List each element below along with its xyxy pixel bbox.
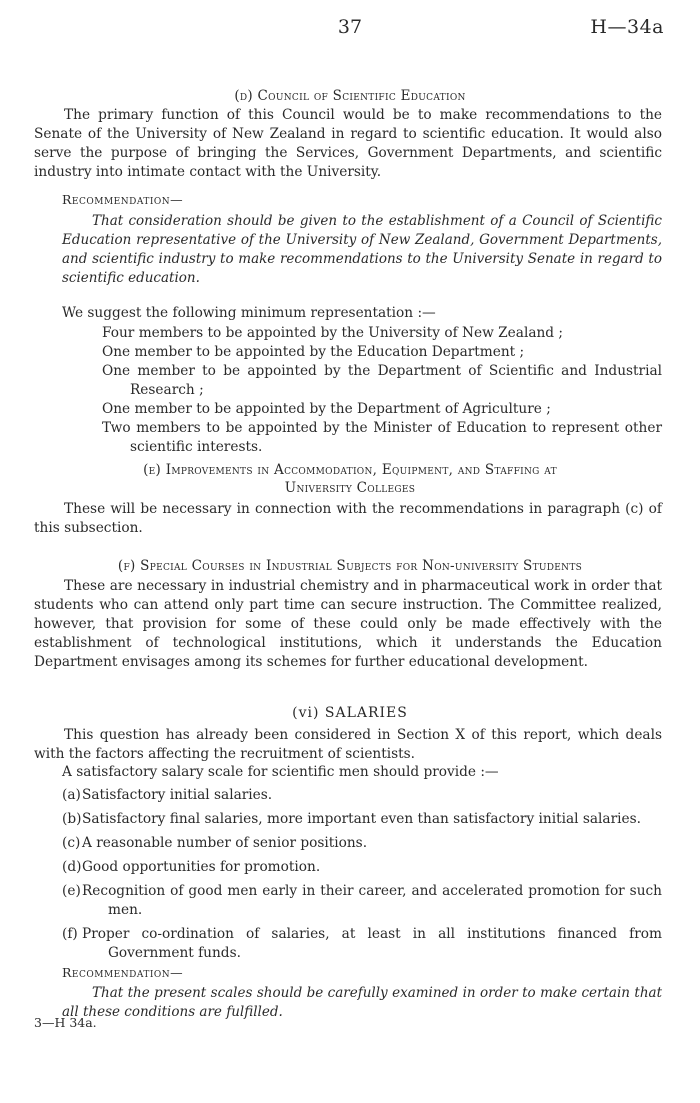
list-item [62,786,662,805]
item-marker: (c) [62,835,81,851]
item-marker: (d) [62,859,82,875]
list-item: Four members to be appointed by the University of New Zealand ; [102,325,564,341]
section-f-body: These are necessary in industrial chemistry and in pharmaceutical work in order that students who can attend only part time can secure instruction. The Committee realized, however, that provision for some of these could only be made effectively with the establishment of technological institutions, which it understands the Education Department envisages among its schemes for further educational development. [34,578,662,670]
item-text: Proper co-ordination of salaries, at least in all institutions financed from Government funds. [82,926,662,961]
salary-conditions-list [62,786,662,968]
list-item [62,834,662,853]
item-text: Good opportunities for promotion. [82,859,321,875]
list-item [62,882,662,920]
section-f-heading: (f) Special Courses in Industrial Subjects for Non-university Students [117,558,583,574]
list-item [62,925,662,963]
representation-intro: We suggest the following minimum representation :— [62,305,436,321]
salaries-recommendation-label: Recommendation— [62,965,184,980]
section-e-body: These will be necessary in connection with the recommendations in paragraph (c) of this subsection. [34,501,662,536]
section-d-body: The primary function of this Council would be to make recommendations to the Senate of the University of New Zealand in regard to scientific education. It would also serve the purpose of bringing the Services, Government Departments, and scientific industry into intimate contact with the University. [34,107,662,180]
item-marker: (a) [62,787,81,803]
list-item: One member to be appointed by the Department of Agriculture ; [102,401,551,417]
list-item: One member to be appointed by the Education Department ; [102,344,525,360]
item-marker: (e) [62,883,81,899]
document-reference: H—34a [590,16,664,38]
section-e-heading-line1: (e) Improvements in Accommodation, Equipment, and Staffing at [143,462,557,478]
footer-reference: 3—H 34a. [34,1015,97,1030]
salaries-heading: (vi) SALARIES [292,705,408,721]
item-marker: (f) [62,926,78,942]
list-item: One member to be appointed by the Department of Scientific and Industrial Research ; [102,363,662,398]
list-item: Two members to be appointed by the Minister of Education to represent other scientific interests. [102,420,662,455]
item-text: Recognition of good men early in their career, and accelerated promotion for such men. [82,883,662,918]
item-marker: (b) [62,811,82,827]
list-item [62,810,662,829]
item-text: Satisfactory final salaries, more important even than satisfactory initial salaries. [82,811,641,827]
item-text: A reasonable number of senior positions. [82,835,368,851]
section-d-heading: (d) Council of Scientific Education [234,88,466,104]
salaries-body: This question has already been considered in Section X of this report, which deals with the factors affecting the recruitment of scientists. [34,727,662,762]
salaries-recommendation-text: That the present scales should be carefully examined in order to make certain that all these conditions are fulfilled. [62,985,662,1020]
representation-list [102,324,662,457]
list-item [62,858,662,877]
item-text: Satisfactory initial salaries. [82,787,273,803]
page-number: 37 [337,16,363,38]
salary-scale-intro: A satisfactory salary scale for scientific men should provide :— [62,764,499,780]
section-d-recommendation-text: That consideration should be given to the establishment of a Council of Scientific Education representative of the University of New Zealand, Government Departments, and scientific industry to make recommendations to the University Senate in regard to scientific education. [62,213,662,286]
section-e-heading-line2: University Colleges [284,480,416,496]
section-d-recommendation-label: Recommendation— [62,192,184,207]
